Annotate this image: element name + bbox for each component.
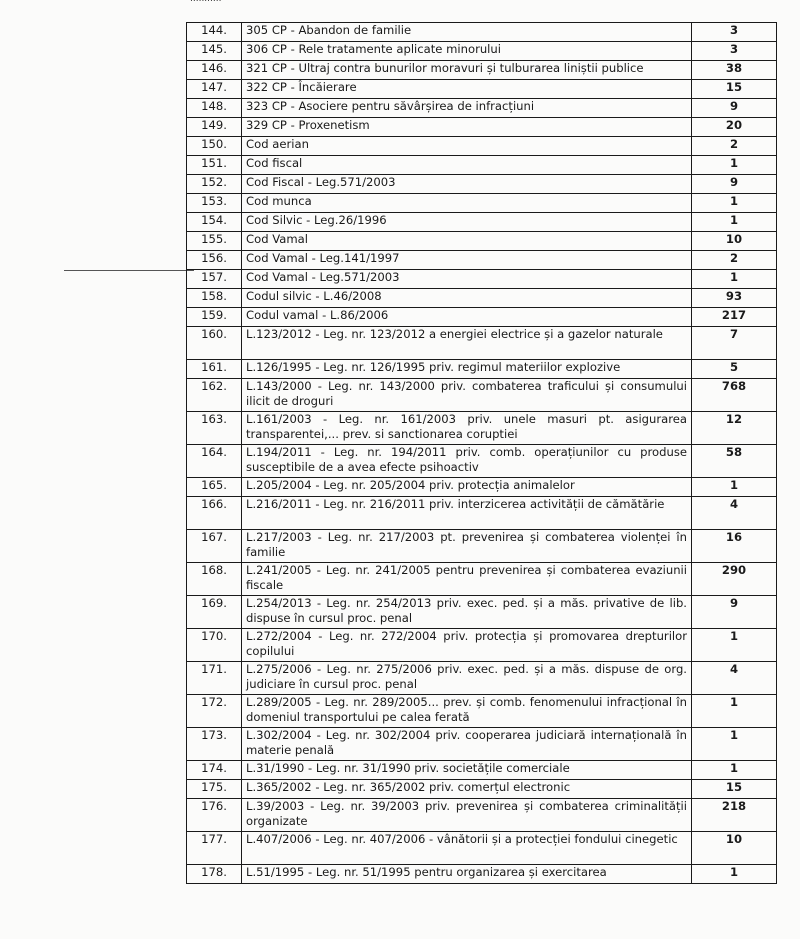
row-number: 162. <box>187 379 242 412</box>
law-description: 322 CP - Încăierare <box>242 80 692 99</box>
table-row <box>187 99 777 118</box>
row-number: 146. <box>187 61 242 80</box>
table-row <box>187 596 777 629</box>
case-count: 1 <box>692 728 777 761</box>
row-number: 175. <box>187 780 242 799</box>
table-row <box>187 629 777 662</box>
row-number: 153. <box>187 194 242 213</box>
law-description: L.407/2006 - Leg. nr. 407/2006 - vânătorii și a protecției fondului cinegetic <box>242 832 692 865</box>
case-count: 15 <box>692 80 777 99</box>
table-row <box>187 175 777 194</box>
case-count: 1 <box>692 478 777 497</box>
law-description: 306 CP - Rele tratamente aplicate minorului <box>242 42 692 61</box>
law-description: L.254/2013 - Leg. nr. 254/2013 priv. exec. ped. și a măs. privative de lib. dispuse în cursul proc. penal <box>242 596 692 629</box>
case-count: 9 <box>692 596 777 629</box>
case-count: 1 <box>692 194 777 213</box>
row-number: 155. <box>187 232 242 251</box>
row-number: 177. <box>187 832 242 865</box>
case-count: 4 <box>692 497 777 530</box>
table-row <box>187 118 777 137</box>
case-count: 1 <box>692 761 777 780</box>
table-row <box>187 379 777 412</box>
table-row <box>187 761 777 780</box>
law-description: Cod Fiscal - Leg.571/2003 <box>242 175 692 194</box>
law-description: L.39/2003 - Leg. nr. 39/2003 priv. prevenirea și combaterea criminalității organizate <box>242 799 692 832</box>
case-count: 1 <box>692 695 777 728</box>
case-count: 4 <box>692 662 777 695</box>
law-description: L.216/2011 - Leg. nr. 216/2011 priv. interzicerea activității de cămătărie <box>242 497 692 530</box>
laws-table-body <box>187 23 777 884</box>
row-number: 148. <box>187 99 242 118</box>
table-row <box>187 194 777 213</box>
law-description: 305 CP - Abandon de familie <box>242 23 692 42</box>
row-number: 158. <box>187 289 242 308</box>
case-count: 5 <box>692 360 777 379</box>
row-number: 160. <box>187 327 242 360</box>
header-fragment <box>190 0 390 4</box>
law-description: L.275/2006 - Leg. nr. 275/2006 priv. exec. ped. și a măs. dispuse de org. judiciare în cursul proc. penal <box>242 662 692 695</box>
law-description: 323 CP - Asociere pentru săvârșirea de infracțiuni <box>242 99 692 118</box>
law-description: Cod Vamal <box>242 232 692 251</box>
row-number: 165. <box>187 478 242 497</box>
law-description: L.365/2002 - Leg. nr. 365/2002 priv. comerțul electronic <box>242 780 692 799</box>
table-row <box>187 478 777 497</box>
law-description: Cod Vamal - Leg.141/1997 <box>242 251 692 270</box>
row-number: 149. <box>187 118 242 137</box>
table-row <box>187 270 777 289</box>
row-number: 161. <box>187 360 242 379</box>
case-count: 20 <box>692 118 777 137</box>
case-count: 3 <box>692 23 777 42</box>
row-number: 174. <box>187 761 242 780</box>
case-count: 2 <box>692 137 777 156</box>
table-row <box>187 156 777 175</box>
row-number: 166. <box>187 497 242 530</box>
row-number: 145. <box>187 42 242 61</box>
case-count: 1 <box>692 270 777 289</box>
row-number: 171. <box>187 662 242 695</box>
case-count: 15 <box>692 780 777 799</box>
row-number: 159. <box>187 308 242 327</box>
law-description: Cod aerian <box>242 137 692 156</box>
table-row <box>187 137 777 156</box>
laws-table <box>186 22 777 884</box>
row-number: 170. <box>187 629 242 662</box>
table-row <box>187 695 777 728</box>
row-number: 151. <box>187 156 242 175</box>
table-row <box>187 799 777 832</box>
table-row <box>187 23 777 42</box>
law-description: L.143/2000 - Leg. nr. 143/2000 priv. combaterea traficului și consumului ilicit de droguri <box>242 379 692 412</box>
law-description: L.161/2003 - Leg. nr. 161/2003 priv. unele masuri pt. asigurarea transparentei,... prev. si sanctionarea coruptiei <box>242 412 692 445</box>
case-count: 1 <box>692 156 777 175</box>
table-row <box>187 530 777 563</box>
case-count: 9 <box>692 99 777 118</box>
table-row <box>187 662 777 695</box>
row-number: 163. <box>187 412 242 445</box>
case-count: 58 <box>692 445 777 478</box>
case-count: 10 <box>692 232 777 251</box>
table-row <box>187 308 777 327</box>
case-count: 9 <box>692 175 777 194</box>
table-row <box>187 213 777 232</box>
law-description: L.205/2004 - Leg. nr. 205/2004 priv. protecția animalelor <box>242 478 692 497</box>
law-description: Codul silvic - L.46/2008 <box>242 289 692 308</box>
law-description: L.241/2005 - Leg. nr. 241/2005 pentru prevenirea și combaterea evaziunii fiscale <box>242 563 692 596</box>
law-description: Cod Vamal - Leg.571/2003 <box>242 270 692 289</box>
case-count: 290 <box>692 563 777 596</box>
law-description: L.51/1995 - Leg. nr. 51/1995 pentru organizarea și exercitarea <box>242 865 692 884</box>
table-row <box>187 80 777 99</box>
table-row <box>187 327 777 360</box>
table-row <box>187 832 777 865</box>
case-count: 2 <box>692 251 777 270</box>
law-description: Cod Silvic - Leg.26/1996 <box>242 213 692 232</box>
law-description: Cod munca <box>242 194 692 213</box>
law-description: L.302/2004 - Leg. nr. 302/2004 priv. cooperarea judiciară internațională în materie penală <box>242 728 692 761</box>
row-number: 169. <box>187 596 242 629</box>
table-row <box>187 251 777 270</box>
law-description: L.289/2005 - Leg. nr. 289/2005... prev. și comb. fenomenului infracțional în domeniul transportului pe calea ferată <box>242 695 692 728</box>
table-row <box>187 412 777 445</box>
law-description: Codul vamal - L.86/2006 <box>242 308 692 327</box>
law-description: L.194/2011 - Leg. nr. 194/2011 priv. comb. operațiunilor cu produse susceptibile de a avea efecte psihoactiv <box>242 445 692 478</box>
row-number: 168. <box>187 563 242 596</box>
law-description: 321 CP - Ultraj contra bunurilor moravuri și tulburarea liniștii publice <box>242 61 692 80</box>
table-row <box>187 61 777 80</box>
case-count: 1 <box>692 629 777 662</box>
law-description: Cod fiscal <box>242 156 692 175</box>
table-row <box>187 865 777 884</box>
row-number: 172. <box>187 695 242 728</box>
margin-line <box>64 270 194 271</box>
row-number: 176. <box>187 799 242 832</box>
law-description: L.31/1990 - Leg. nr. 31/1990 priv. societățile comerciale <box>242 761 692 780</box>
table-row <box>187 728 777 761</box>
case-count: 38 <box>692 61 777 80</box>
row-number: 156. <box>187 251 242 270</box>
case-count: 12 <box>692 412 777 445</box>
row-number: 150. <box>187 137 242 156</box>
table-row <box>187 780 777 799</box>
law-description: 329 CP - Proxenetism <box>242 118 692 137</box>
row-number: 152. <box>187 175 242 194</box>
table-row <box>187 563 777 596</box>
law-description: L.217/2003 - Leg. nr. 217/2003 pt. prevenirea și combaterea violenței în familie <box>242 530 692 563</box>
table-row <box>187 497 777 530</box>
row-number: 147. <box>187 80 242 99</box>
row-number: 164. <box>187 445 242 478</box>
row-number: 173. <box>187 728 242 761</box>
table-row <box>187 232 777 251</box>
law-description: L.126/1995 - Leg. nr. 126/1995 priv. regimul materiilor explozive <box>242 360 692 379</box>
case-count: 3 <box>692 42 777 61</box>
row-number: 178. <box>187 865 242 884</box>
law-description: L.272/2004 - Leg. nr. 272/2004 priv. protecția și promovarea drepturilor copilului <box>242 629 692 662</box>
case-count: 217 <box>692 308 777 327</box>
law-description: L.123/2012 - Leg. nr. 123/2012 a energiei electrice și a gazelor naturale <box>242 327 692 360</box>
table-row <box>187 289 777 308</box>
case-count: 1 <box>692 865 777 884</box>
case-count: 16 <box>692 530 777 563</box>
case-count: 7 <box>692 327 777 360</box>
table-row <box>187 360 777 379</box>
case-count: 1 <box>692 213 777 232</box>
row-number: 144. <box>187 23 242 42</box>
row-number: 157. <box>187 270 242 289</box>
table-row <box>187 445 777 478</box>
table-row <box>187 42 777 61</box>
row-number: 167. <box>187 530 242 563</box>
case-count: 93 <box>692 289 777 308</box>
case-count: 768 <box>692 379 777 412</box>
case-count: 10 <box>692 832 777 865</box>
row-number: 154. <box>187 213 242 232</box>
case-count: 218 <box>692 799 777 832</box>
